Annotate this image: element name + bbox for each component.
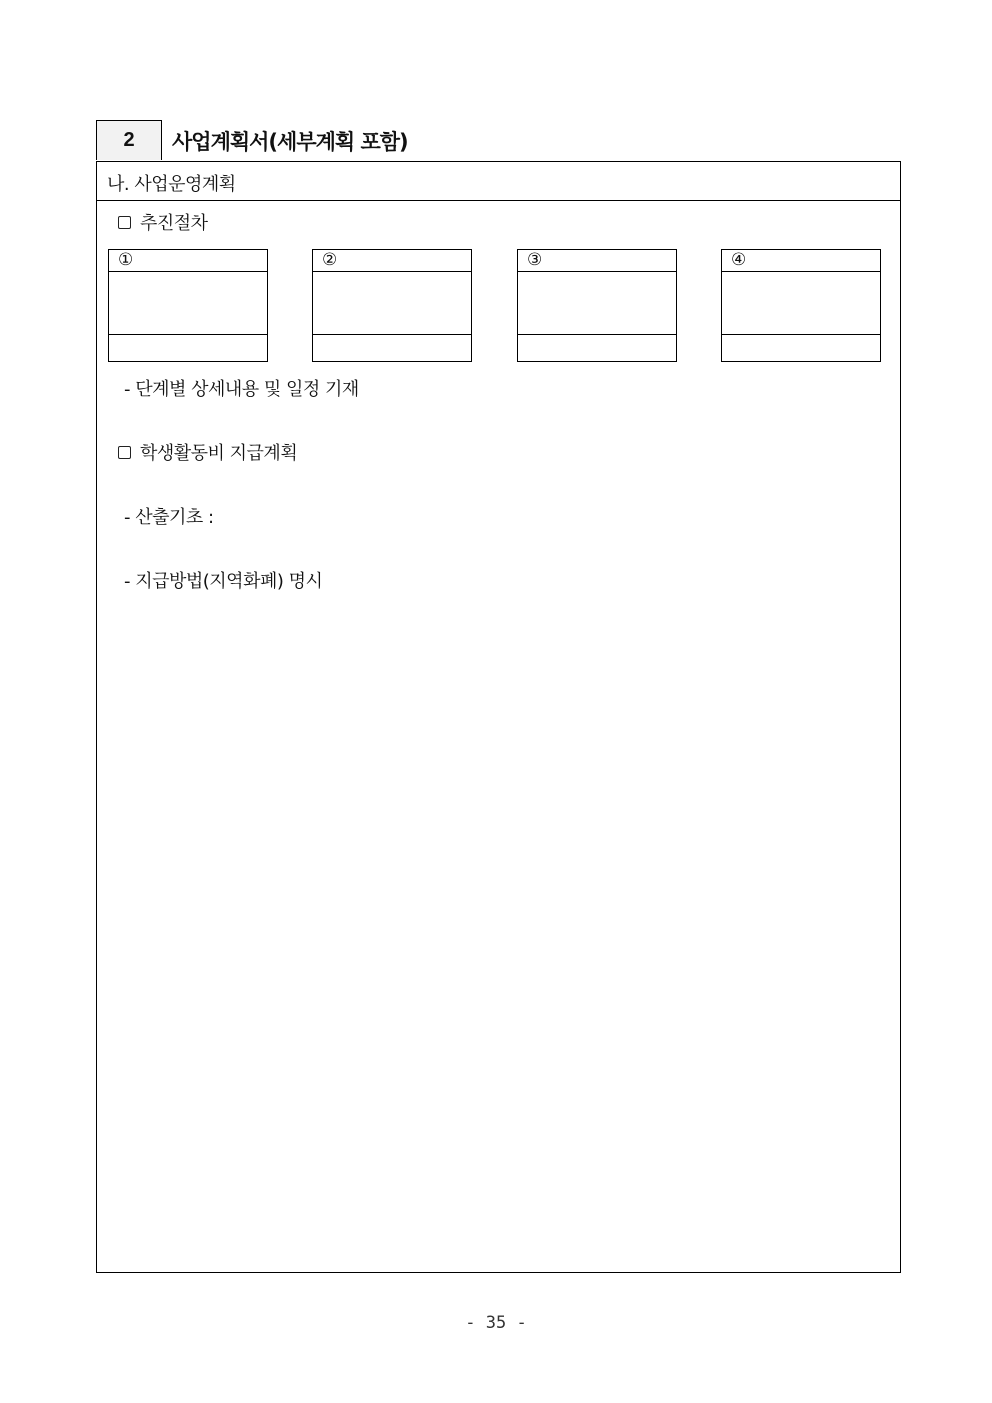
content-box [96, 161, 901, 1273]
step-number: ④ [722, 250, 880, 272]
step-box-1 [108, 249, 268, 362]
step-footer [109, 335, 267, 361]
step-body [313, 272, 471, 335]
step-footer [722, 335, 880, 361]
step-body [109, 272, 267, 335]
step-number: ① [109, 250, 267, 272]
step-body [722, 272, 880, 335]
step-box-2 [312, 249, 472, 362]
activity-fund-basis: - 산출기초 : [124, 507, 214, 528]
section-header [96, 120, 901, 161]
checkbox-icon [118, 216, 131, 229]
step-box-4 [721, 249, 881, 362]
step-footer [313, 335, 471, 361]
subsection-row [97, 162, 900, 201]
step-box-3 [517, 249, 677, 362]
activity-fund-heading-label: 학생활동비 지급계획 [140, 443, 298, 464]
step-number: ③ [518, 250, 676, 272]
checkbox-icon [118, 446, 131, 459]
section-title: 사업계획서(세부계획 포함) [172, 130, 408, 154]
step-body [518, 272, 676, 335]
section-number: 2 [96, 120, 162, 160]
step-number: ② [313, 250, 471, 272]
procedure-heading-label: 추진절차 [140, 213, 208, 234]
activity-fund-heading [118, 439, 297, 465]
page-number: - 35 - [465, 1313, 527, 1333]
step-footer [518, 335, 676, 361]
activity-fund-method: - 지급방법(지역화폐) 명시 [124, 571, 323, 592]
procedure-heading [118, 209, 208, 235]
subsection-title: 나. 사업운영계획 [107, 174, 236, 195]
procedure-note: - 단계별 상세내용 및 일정 기재 [124, 379, 359, 400]
